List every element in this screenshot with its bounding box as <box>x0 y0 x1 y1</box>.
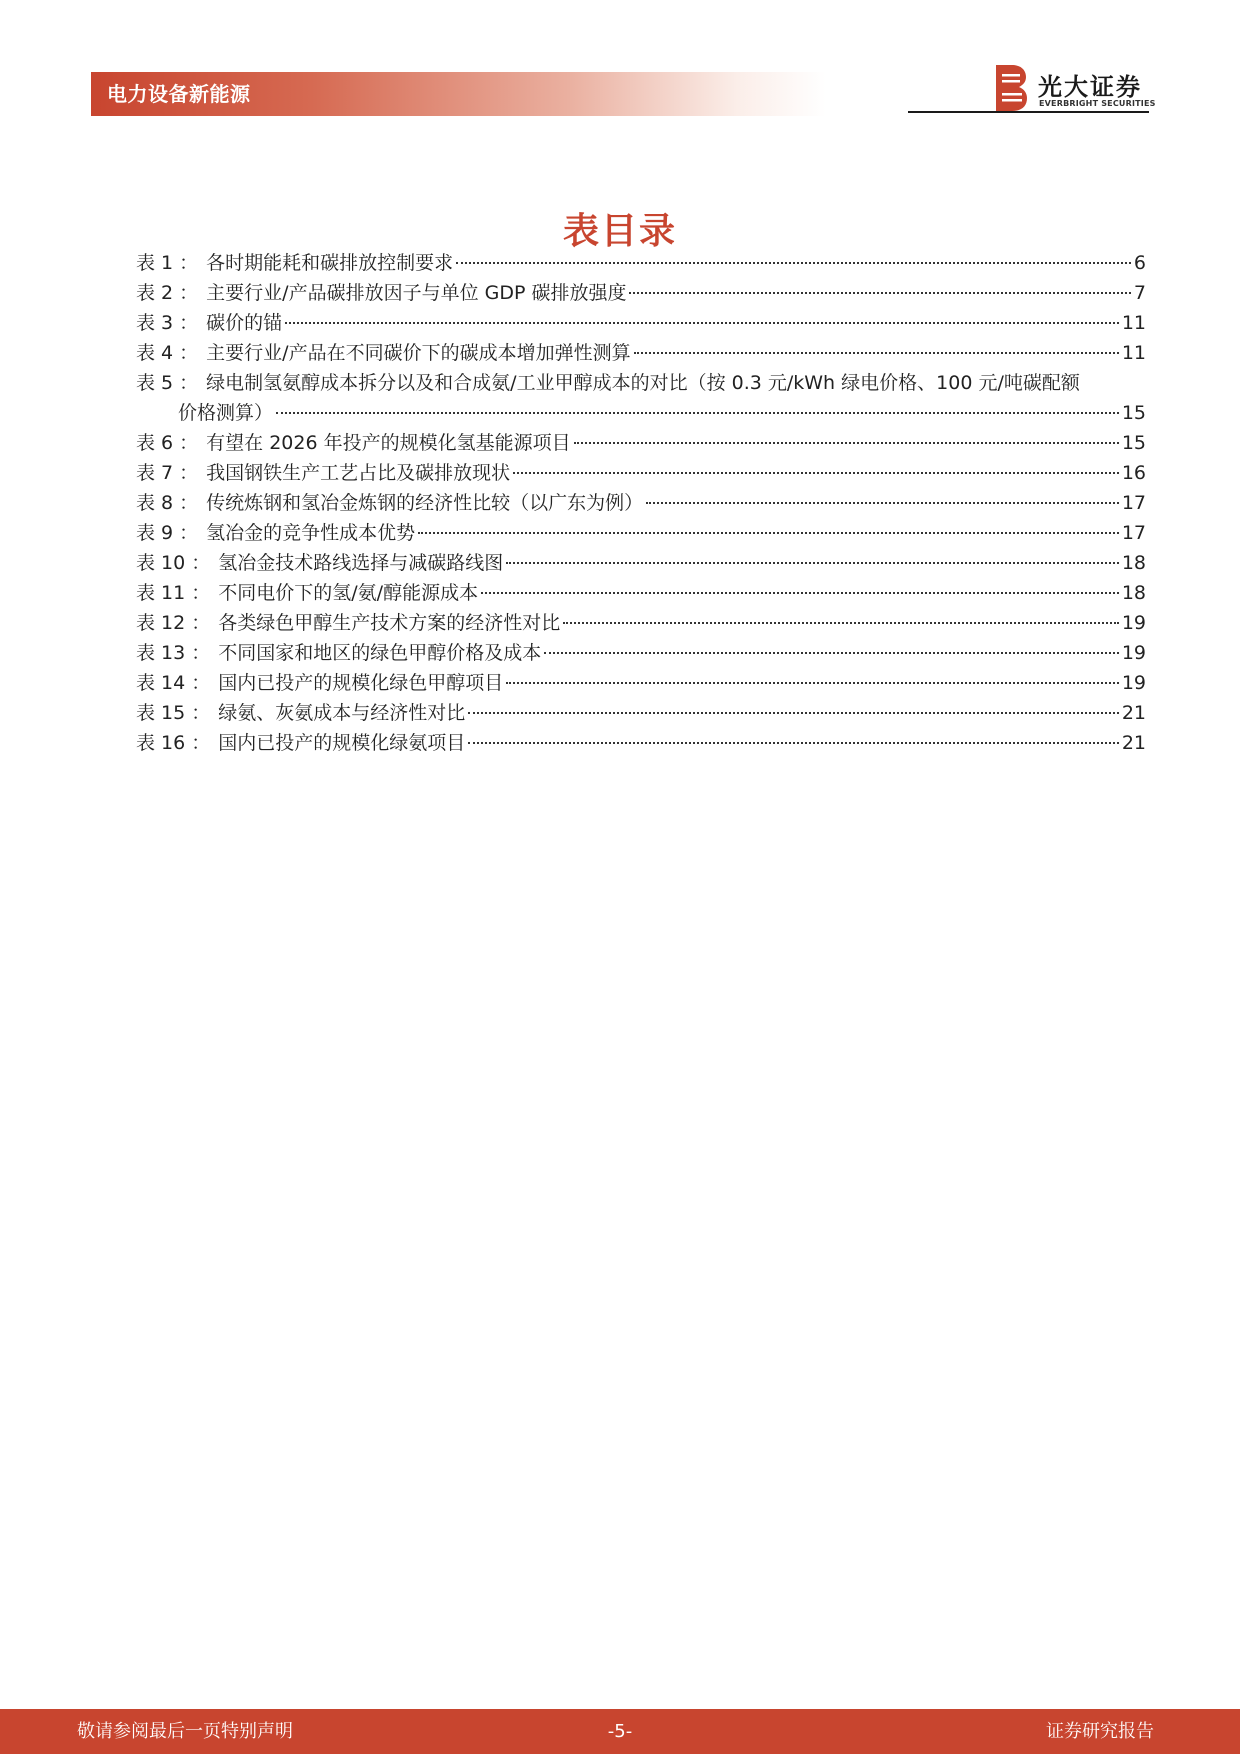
toc-entry-page: 6 <box>1133 252 1146 274</box>
toc-entry-page: 16 <box>1121 462 1146 484</box>
table-of-tables <box>136 248 1146 758</box>
toc-entry-title: 绿氨、灰氨成本与经济性对比 <box>218 702 466 724</box>
toc-title: 表目录 <box>562 211 677 252</box>
toc-entry-page: 21 <box>1121 732 1146 754</box>
toc-entry-label: 表 7 ： <box>136 462 199 484</box>
toc-entry-page: 17 <box>1121 492 1146 514</box>
toc-entry-page: 11 <box>1121 342 1146 364</box>
toc-dot-leader <box>574 442 1119 444</box>
toc-entry-title: 国内已投产的规模化绿色甲醇项目 <box>218 672 504 694</box>
toc-entry[interactable] <box>136 638 1146 668</box>
toc-entry[interactable] <box>136 248 1146 278</box>
toc-entry-label: 表 12 ： <box>136 612 211 634</box>
toc-entry-label: 表 15 ： <box>136 702 211 724</box>
toc-entry-label: 表 1 ： <box>136 252 199 274</box>
toc-entry-title: 不同国家和地区的绿色甲醇价格及成本 <box>218 642 542 664</box>
toc-entry-label: 表 3 ： <box>136 312 199 334</box>
toc-entry-title: 主要行业/产品碳排放因子与单位 GDP 碳排放强度 <box>206 282 627 304</box>
toc-entry-label: 表 6 ： <box>136 432 199 454</box>
toc-entry-title: 各类绿色甲醇生产技术方案的经济性对比 <box>218 612 561 634</box>
toc-entry-label: 表 14 ： <box>136 672 211 694</box>
toc-entry-page: 18 <box>1121 552 1146 574</box>
toc-entry-title: 有望在 2026 年投产的规模化氢基能源项目 <box>206 432 571 454</box>
toc-dot-leader <box>544 652 1119 654</box>
toc-entry-label: 表 2 ： <box>136 282 199 304</box>
toc-entry[interactable] <box>136 698 1146 728</box>
toc-entry[interactable] <box>136 728 1146 758</box>
toc-entry-label: 表 11 ： <box>136 582 211 604</box>
toc-entry-page: 7 <box>1133 282 1146 304</box>
toc-entry-page: 18 <box>1121 582 1146 604</box>
toc-dot-leader <box>634 352 1119 354</box>
toc-entry-page: 19 <box>1121 672 1146 694</box>
toc-entry-title: 碳价的锚 <box>206 312 283 334</box>
toc-entry-title: 我国钢铁生产工艺占比及碳排放现状 <box>206 462 511 484</box>
toc-dot-leader <box>563 622 1119 624</box>
toc-entry-title: 不同电价下的氢/氨/醇能源成本 <box>218 582 479 604</box>
toc-entry-label: 表 13 ： <box>136 642 211 664</box>
toc-dot-leader <box>481 592 1119 594</box>
toc-entry-title: 绿电制氢氨醇成本拆分以及和合成氨/工业甲醇成本的对比（按 0.3 元/kWh 绿电价格、100 元/吨碳配额 <box>206 372 1080 394</box>
toc-entry[interactable] <box>136 458 1146 488</box>
toc-entry[interactable] <box>136 608 1146 638</box>
toc-entry[interactable] <box>136 368 1146 428</box>
toc-entry[interactable] <box>136 668 1146 698</box>
toc-entry[interactable] <box>136 578 1146 608</box>
toc-dot-leader <box>513 472 1119 474</box>
toc-entry-title: 氢冶金技术路线选择与减碳路线图 <box>218 552 504 574</box>
toc-entry-title: 氢冶金的竞争性成本优势 <box>206 522 416 544</box>
toc-entry-title: 主要行业/产品在不同碳价下的碳成本增加弹性测算 <box>206 342 631 364</box>
everbright-logo <box>994 65 1156 113</box>
toc-entry-label: 表 8 ： <box>136 492 199 514</box>
logo-name-cn: 光大证券 <box>1038 73 1142 101</box>
toc-entry-page: 11 <box>1121 312 1146 334</box>
toc-entry-page: 21 <box>1121 702 1146 724</box>
toc-entry[interactable] <box>136 518 1146 548</box>
toc-dot-leader <box>468 712 1119 714</box>
toc-entry[interactable] <box>136 278 1146 308</box>
toc-entry-label: 表 9 ： <box>136 522 199 544</box>
toc-dot-leader <box>506 562 1119 564</box>
toc-entry[interactable] <box>136 308 1146 338</box>
footer-disclaimer: 敬请参阅最后一页特别声明 <box>77 1721 293 1742</box>
toc-entry-label: 表 16 ： <box>136 732 211 754</box>
toc-dot-leader <box>276 412 1119 414</box>
toc-entry[interactable] <box>136 548 1146 578</box>
toc-dot-leader <box>285 322 1119 324</box>
page-footer <box>0 1709 1240 1754</box>
toc-entry-title: 国内已投产的规模化绿氨项目 <box>218 732 466 754</box>
toc-dot-leader <box>629 292 1130 294</box>
toc-dot-leader <box>456 262 1131 264</box>
toc-entry-label: 表 4 ： <box>136 342 199 364</box>
toc-dot-leader <box>418 532 1119 534</box>
toc-entry-title-continued: 价格测算） <box>178 402 274 424</box>
toc-entry[interactable] <box>136 428 1146 458</box>
toc-entry-page: 15 <box>1121 432 1146 454</box>
toc-entry-title: 各时期能耗和碳排放控制要求 <box>206 252 454 274</box>
footer-report-type: 证券研究报告 <box>1046 1721 1154 1742</box>
toc-entry-page: 19 <box>1121 612 1146 634</box>
toc-entry-label: 表 10 ： <box>136 552 211 574</box>
header-section-title: 电力设备新能源 <box>107 82 251 106</box>
toc-dot-leader <box>468 742 1119 744</box>
header-section-bar <box>91 72 826 116</box>
toc-dot-leader <box>646 502 1119 504</box>
toc-entry[interactable] <box>136 338 1146 368</box>
footer-page-number: -5- <box>607 1721 633 1742</box>
toc-entry-label: 表 5 ： <box>136 372 199 394</box>
toc-entry-page: 17 <box>1121 522 1146 544</box>
header-rule <box>908 111 1149 113</box>
toc-dot-leader <box>506 682 1119 684</box>
toc-entry-title: 传统炼钢和氢冶金炼钢的经济性比较（以广东为例） <box>206 492 644 514</box>
toc-entry-page: 15 <box>1121 402 1146 424</box>
everbright-logo-icon <box>994 65 1028 111</box>
toc-entry-page: 19 <box>1121 642 1146 664</box>
toc-entry[interactable] <box>136 488 1146 518</box>
logo-name-en: EVERBRIGHT SECURITIES <box>1039 99 1156 108</box>
